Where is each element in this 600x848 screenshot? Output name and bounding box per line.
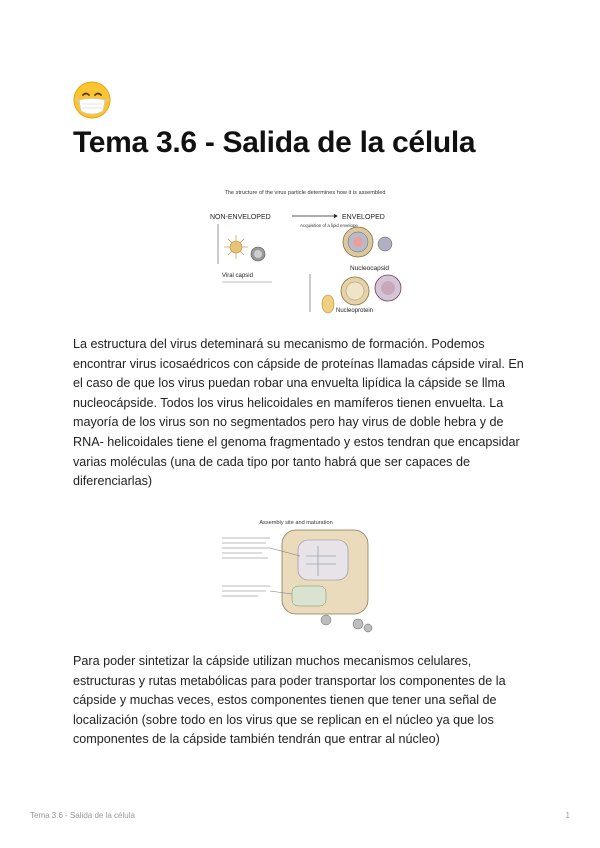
label-viral-capsid: Viral capsid <box>222 273 253 279</box>
page-title: Tema 3.6 - Salida de la célula <box>73 126 476 159</box>
label-nonenveloped: NON-ENVELOPED <box>210 214 271 221</box>
enveloped-virus-drawing <box>343 227 392 257</box>
label-nucleocapsid: Nucleocapsid <box>350 265 390 272</box>
assembly-site-figure <box>218 516 380 636</box>
figure2-caption: Assembly site and maturation <box>259 520 333 526</box>
figure1-caption: The structure of the virus particle determines how it is assembled <box>224 190 386 196</box>
label-nucleoprotein: Nucleoprotein <box>336 308 374 314</box>
label-enveloped: ENVELOPED <box>342 214 385 221</box>
cell-drawing <box>282 530 368 614</box>
virus-structure-figure <box>200 184 410 320</box>
label-acquisition: Acquisition of a lipid envelope <box>300 223 358 228</box>
face-with-medical-mask-icon <box>72 80 112 120</box>
footer-document-title: Tema 3.6 - Salida de la célula <box>30 811 135 820</box>
non-enveloped-virus-drawing <box>224 235 265 261</box>
budding-virions <box>321 615 372 632</box>
paragraph-virus-structure: La estructura del virus deteminará su mecanismo de formación. Podemos encontrar virus icosaédricos con cápside de proteínas llamadas cápside viral. En el caso de que los virus puedan robar una envuelta lipídica la cápside se llma nucleocápside. Todos los virus helicoidales en mamíferos tienen envuelta. La mayoría de los virus son no segmentados pero hay virus de doble hebra y de RNA- helicoidales tiene el genoma fragmentado y estos tendran que encapsidar varias moléculas (una de cada tipo por tanto habrá que ser capaces de diferenciarlas) <box>73 337 524 489</box>
footer-page-number: 1 <box>565 811 570 820</box>
paragraph-capsid-synthesis: Para poder sintetizar la cápside utilizan muchos mecanismos celulares, estructuras y rutas metabólicas para poder transportar los componentes de la cápside y muchas veces, estos componentes tienen que tener una señal de localización (sobre todo en los virus que se replican en el núcleo ya que los componentes de la cápside también tendrán que entrar al núcleo) <box>73 654 506 747</box>
